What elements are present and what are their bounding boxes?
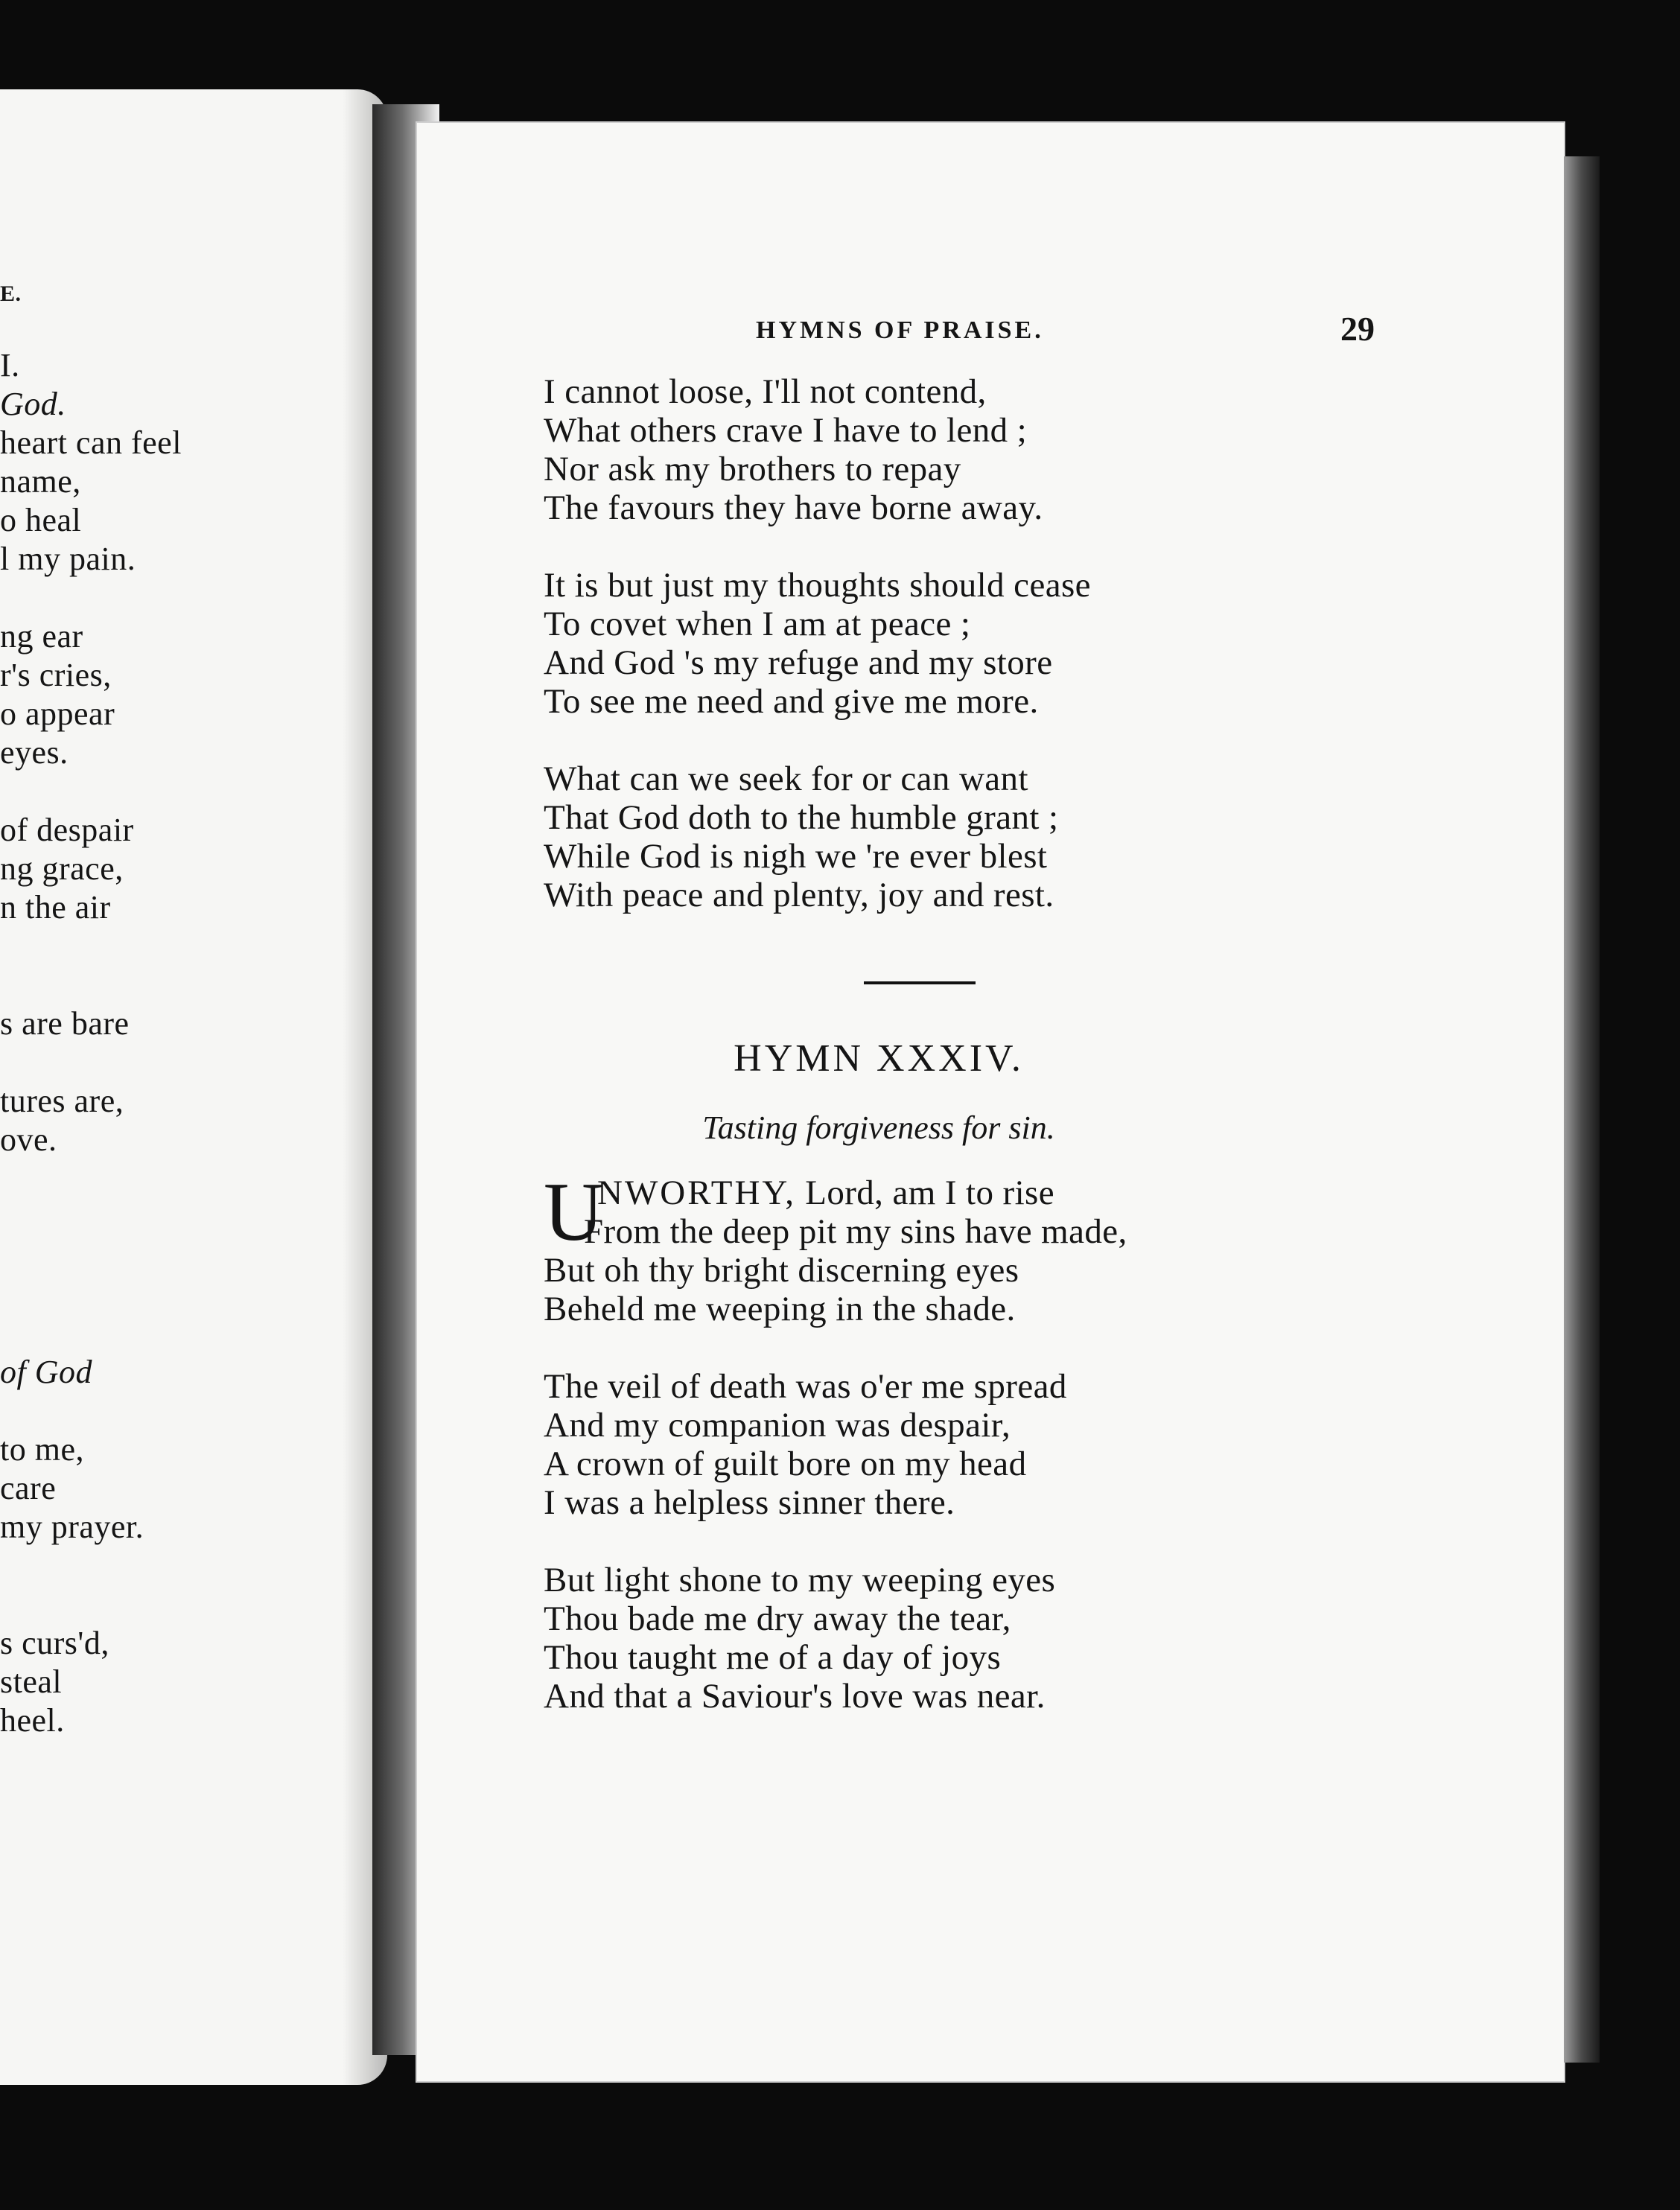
left-page-line: s are bare <box>0 1005 130 1042</box>
left-page-line: E. <box>0 281 22 306</box>
verse-line: Nor ask my brothers to repay <box>544 450 961 488</box>
left-page-line <box>0 1276 387 1314</box>
left-page-line: to me, <box>0 1431 84 1468</box>
left-page-line: heart can feel <box>0 424 182 461</box>
left-page-line: s curs'd, <box>0 1625 109 1661</box>
verse-line: From the deep pit my sins have made, <box>584 1212 1127 1251</box>
left-page-line <box>0 966 387 1004</box>
left-page-line: o appear <box>0 695 115 732</box>
verse-line: With peace and plenty, joy and rest. <box>544 876 1054 914</box>
left-page-line: my prayer. <box>0 1509 144 1545</box>
left-page-line: steal <box>0 1663 63 1700</box>
left-page-line: of God <box>0 1354 92 1390</box>
verse-line: I cannot loose, I'll not contend, <box>544 372 987 411</box>
left-page-line <box>0 1159 387 1198</box>
left-page-line <box>0 927 387 966</box>
page-edge <box>1564 156 1600 2063</box>
stanza <box>544 760 1512 914</box>
hymn-stanzas <box>544 1367 1512 1716</box>
verse-line: But light shone to my weeping eyes <box>544 1561 1056 1599</box>
verse-line: The favours they have borne away. <box>544 488 1043 527</box>
verse-line: What can we seek for or can want <box>544 760 1028 798</box>
verse-line: That God doth to the humble grant ; <box>544 798 1059 837</box>
left-page-line: ng grace, <box>0 850 124 887</box>
left-page-line: tures are, <box>0 1083 124 1119</box>
left-page-line: heel. <box>0 1702 65 1739</box>
left-page-line: name, <box>0 463 81 500</box>
verse-line: And God 's my refuge and my store <box>544 643 1053 682</box>
verse-line: It is but just my thoughts should cease <box>544 566 1091 605</box>
left-page-line <box>0 1547 387 1585</box>
stanza <box>544 372 1512 527</box>
left-page-line: r's cries, <box>0 657 112 693</box>
verse-line: While God is nigh we 're ever blest <box>544 837 1048 876</box>
left-page-line: care <box>0 1470 57 1506</box>
left-page-line: ng ear <box>0 618 83 655</box>
continued-hymn <box>544 372 1512 914</box>
hymn-title: HYMN XXXIV. <box>734 1037 1024 1080</box>
running-head: HYMNS OF PRAISE. <box>756 316 1044 344</box>
left-page-line: of despair <box>0 812 134 848</box>
left-page-line: God. <box>0 386 66 422</box>
first-line-caps: NWORTHY, <box>597 1174 797 1212</box>
left-page-line <box>0 1585 387 1624</box>
left-page-text <box>0 279 387 1740</box>
left-page-line: ove. <box>0 1121 57 1158</box>
left-page-line <box>0 1392 387 1430</box>
verse-line: What others crave I have to lend ; <box>544 411 1028 450</box>
verse-line: Thou bade me dry away the tear, <box>544 1599 1011 1638</box>
left-page <box>0 89 387 2085</box>
drop-cap: U <box>544 1166 605 1258</box>
left-page-line <box>0 1198 387 1237</box>
verse-line: To covet when I am at peace ; <box>544 605 971 643</box>
verse-line: And my companion was despair, <box>544 1406 1011 1445</box>
verse-line: The veil of death was o'er me spread <box>544 1367 1067 1406</box>
left-page-line <box>0 1043 387 1082</box>
hymn-subtitle: Tasting forgiveness for sin. <box>702 1109 1055 1146</box>
verse-line: I was a helpless sinner there. <box>544 1483 955 1522</box>
hymn-first-stanza <box>544 1166 1512 1328</box>
verse-line: And that a Saviour's love was near. <box>544 1677 1046 1716</box>
left-page-line <box>0 579 387 617</box>
left-page-line <box>0 772 387 811</box>
left-page-line: o heal <box>0 502 82 538</box>
left-page-line: n the air <box>0 889 111 926</box>
verses <box>544 372 1512 1754</box>
first-line-rest: Lord, am I to rise <box>796 1174 1055 1212</box>
right-page <box>417 123 1564 2081</box>
left-page-line <box>0 1237 387 1276</box>
verse-line: Beheld me weeping in the shade. <box>544 1290 1016 1328</box>
stanza <box>544 1561 1512 1716</box>
verse-line: Thou taught me of a day of joys <box>544 1638 1002 1677</box>
section-divider <box>864 981 976 984</box>
left-page-line: eyes. <box>0 734 69 771</box>
stanza <box>544 1367 1512 1522</box>
left-page-line <box>0 1314 387 1353</box>
stanza <box>544 566 1512 721</box>
left-page-line: l my pain. <box>0 541 136 577</box>
left-page-line: I. <box>0 347 20 383</box>
verse-line: To see me need and give me more. <box>544 682 1039 721</box>
verse-line: But oh thy bright discerning eyes <box>544 1251 1019 1290</box>
verse-line: A crown of guilt bore on my head <box>544 1445 1027 1483</box>
page-number: 29 <box>1340 310 1375 348</box>
